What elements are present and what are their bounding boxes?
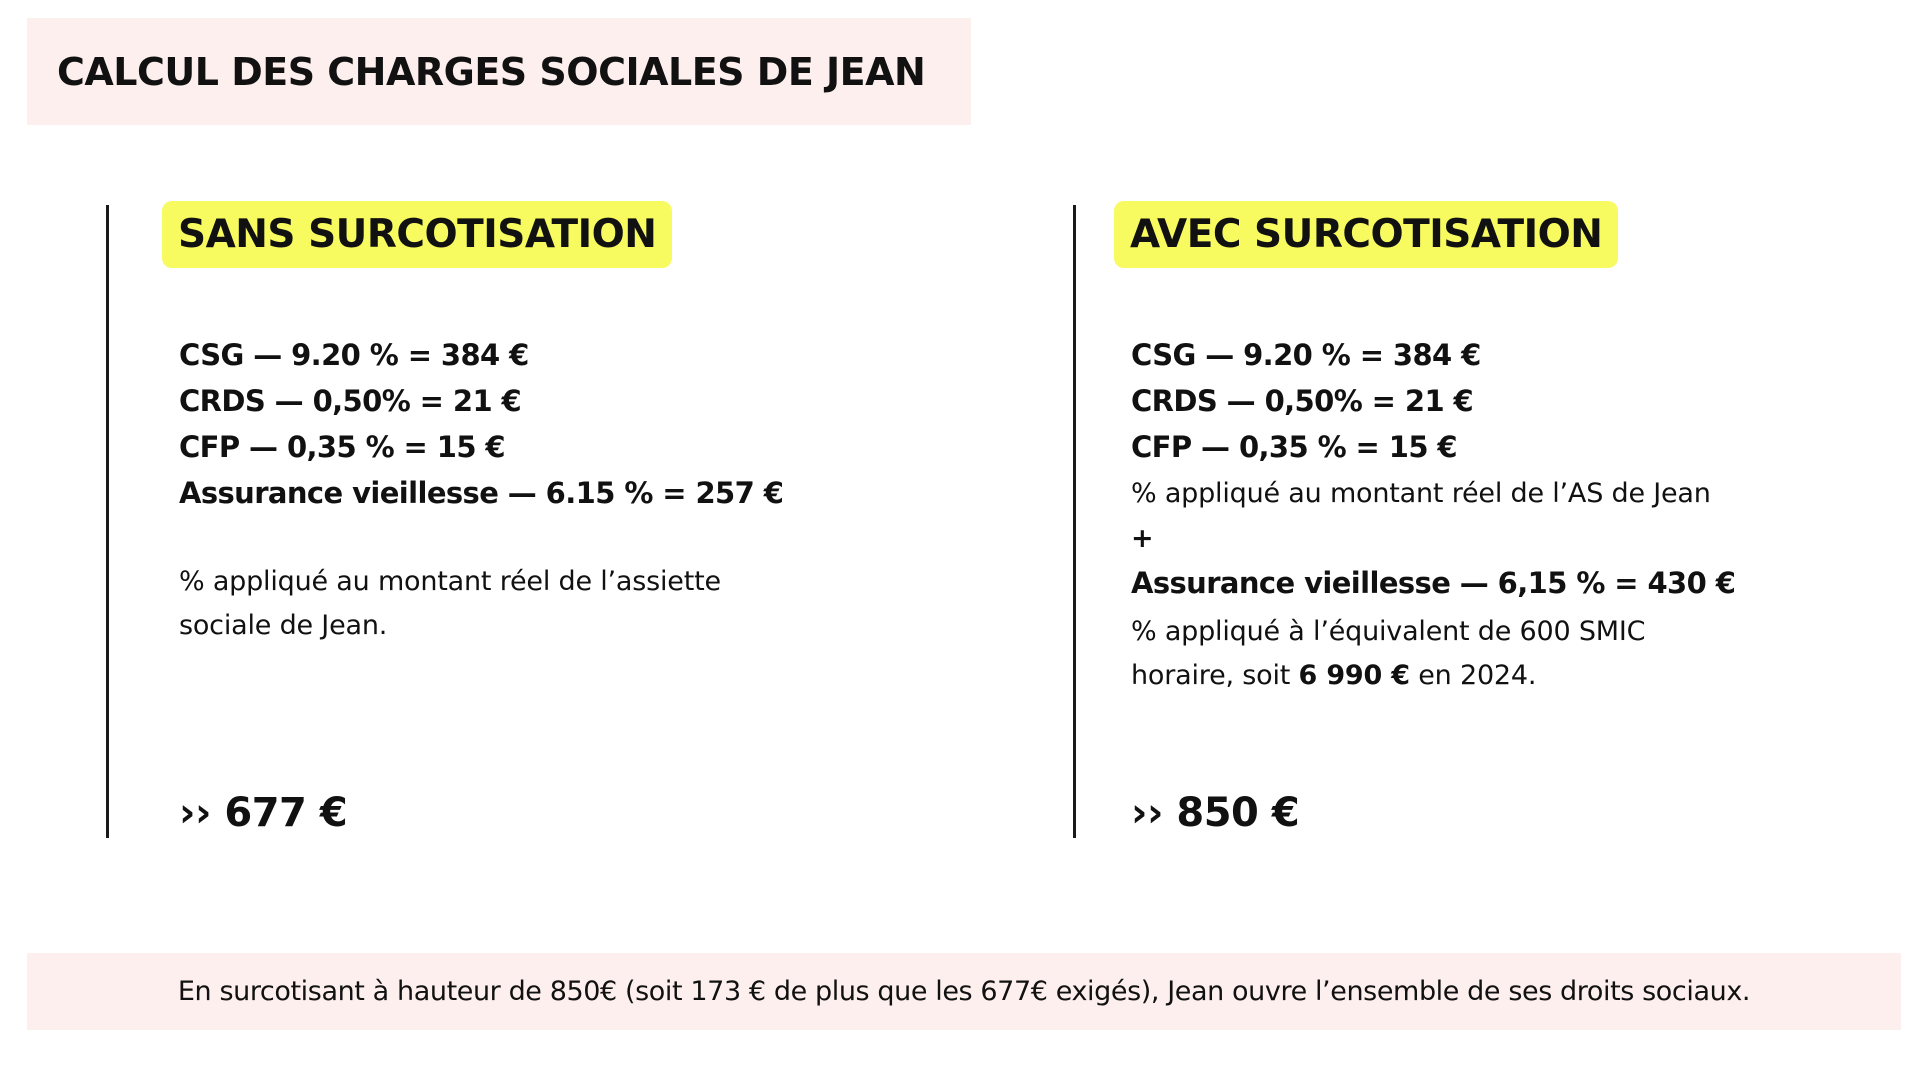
smic-note-line1: % appliqué à l’équivalent de 600 SMIC — [1131, 616, 1646, 647]
left-column-divider — [106, 205, 109, 838]
avec-surcotisation-column — [1131, 332, 1831, 698]
smic-note-start: horaire, soit — [1131, 660, 1299, 691]
conclusion-text: En surcotisant à hauteur de 850€ (soit 173 € de plus que les 677€ exigés), Jean ouvre l’ensemble de ses droits sociaux. — [177, 976, 1751, 1007]
right-column-divider — [1073, 205, 1076, 838]
plus-sign: + — [1131, 523, 1154, 554]
total-avec-surcotisation: ›› 850 € — [1131, 790, 1300, 836]
conclusion-banner — [27, 953, 1901, 1030]
assiette-note-line2: sociale de Jean. — [179, 610, 388, 641]
cfp-line: CFP — 0,35 % = 15 € — [179, 430, 505, 464]
page-title: CALCUL DES CHARGES SOCIALES DE JEAN — [57, 49, 926, 94]
crds-line: CRDS — 0,50% = 21 € — [179, 384, 522, 418]
smic-note-end: en 2024. — [1409, 660, 1537, 691]
assurance-vieillesse-line: Assurance vieillesse — 6,15 % = 430 € — [1131, 566, 1736, 600]
csg-line: CSG — 9.20 % = 384 € — [179, 338, 529, 372]
assurance-vieillesse-line: Assurance vieillesse — 6.15 % = 257 € — [179, 476, 784, 510]
as-note: % appliqué au montant réel de l’AS de Jean — [1131, 478, 1711, 509]
cfp-line: CFP — 0,35 % = 15 € — [1131, 430, 1457, 464]
csg-line: CSG — 9.20 % = 384 € — [1131, 338, 1481, 372]
avec-surcotisation-heading: AVEC SURCOTISATION — [1114, 201, 1618, 268]
sans-surcotisation-heading: SANS SURCOTISATION — [162, 201, 672, 268]
total-sans-surcotisation: ›› 677 € — [179, 790, 348, 836]
assiette-note-line1: % appliqué au montant réel de l’assiette — [179, 566, 721, 597]
sans-surcotisation-column — [179, 332, 879, 648]
title-banner — [27, 18, 971, 125]
smic-amount: 6 990 € — [1298, 660, 1410, 691]
crds-line: CRDS — 0,50% = 21 € — [1131, 384, 1474, 418]
smic-note-line2 — [1131, 654, 1831, 698]
